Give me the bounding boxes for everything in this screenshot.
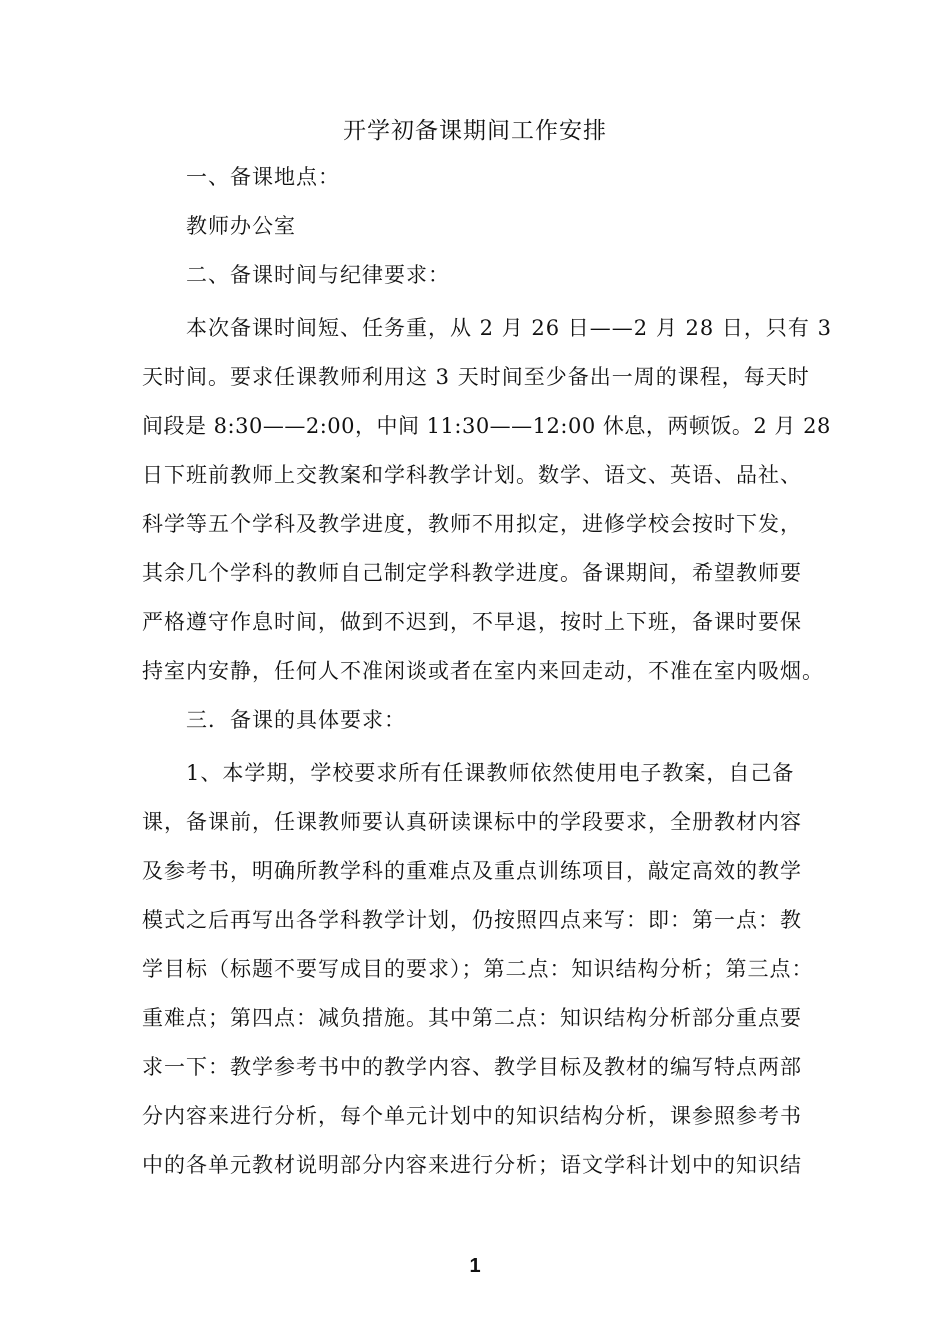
paragraph-line: 及参考书，明确所教学科的重难点及重点训练项目，敲定高效的教学 — [142, 859, 802, 883]
paragraph-line: 学目标（标题不要写成目的要求）；第二点：知识结构分析；第三点： — [142, 957, 814, 981]
paragraph-line: 天时间。要求任课教师利用这 3 天时间至少备出一周的课程，每天时 — [142, 365, 810, 389]
paragraph-line: 间段是 8:30——2:00，中间 11:30——12:00 休息，两顿饭。2 月 28 — [142, 414, 831, 438]
paragraph-line: 1、本学期，学校要求所有任课教师依然使用电子教案，自己备 — [186, 761, 795, 785]
paragraph-line: 科学等五个学科及教学进度，教师不用拟定，进修学校会按时下发， — [142, 512, 802, 536]
paragraph-line: 课，备课前，任课教师要认真研读课标中的学段要求，全册教材内容 — [142, 810, 802, 834]
paragraph-line: 其余几个学科的教师自己制定学科教学进度。备课期间，希望教师要 — [142, 561, 802, 585]
section-heading-requirements: 三．备课的具体要求： — [186, 708, 406, 732]
paragraph-line: 重难点；第四点：减负措施。其中第二点：知识结构分析部分重点要 — [142, 1006, 802, 1030]
document-title: 开学初备课期间工作安排 — [343, 118, 607, 144]
paragraph-line: 教师办公室 — [186, 214, 296, 238]
paragraph-line: 求一下：教学参考书中的教学内容、教学目标及教材的编写特点两部 — [142, 1055, 802, 1079]
paragraph-line: 严格遵守作息时间，做到不迟到，不早退，按时上下班，备课时要保 — [142, 610, 802, 634]
section-heading-time: 二、备课时间与纪律要求： — [186, 263, 450, 287]
paragraph-line: 分内容来进行分析，每个单元计划中的知识结构分析，课参照参考书 — [142, 1104, 802, 1128]
page-number: 1 — [469, 1255, 481, 1277]
section-heading-location: 一、备课地点： — [186, 165, 340, 189]
paragraph-line: 日下班前教师上交教案和学科教学计划。数学、语文、英语、品社、 — [142, 463, 802, 487]
paragraph-line: 中的各单元教材说明部分内容来进行分析；语文学科计划中的知识结 — [142, 1153, 802, 1177]
paragraph-line: 本次备课时间短、任务重，从 2 月 26 日——2 月 28 日，只有 3 — [186, 316, 832, 340]
paragraph-line: 持室内安静，任何人不准闲谈或者在室内来回走动，不准在室内吸烟。 — [142, 659, 824, 683]
paragraph-line: 模式之后再写出各学科教学计划，仍按照四点来写：即：第一点：教 — [142, 908, 802, 932]
